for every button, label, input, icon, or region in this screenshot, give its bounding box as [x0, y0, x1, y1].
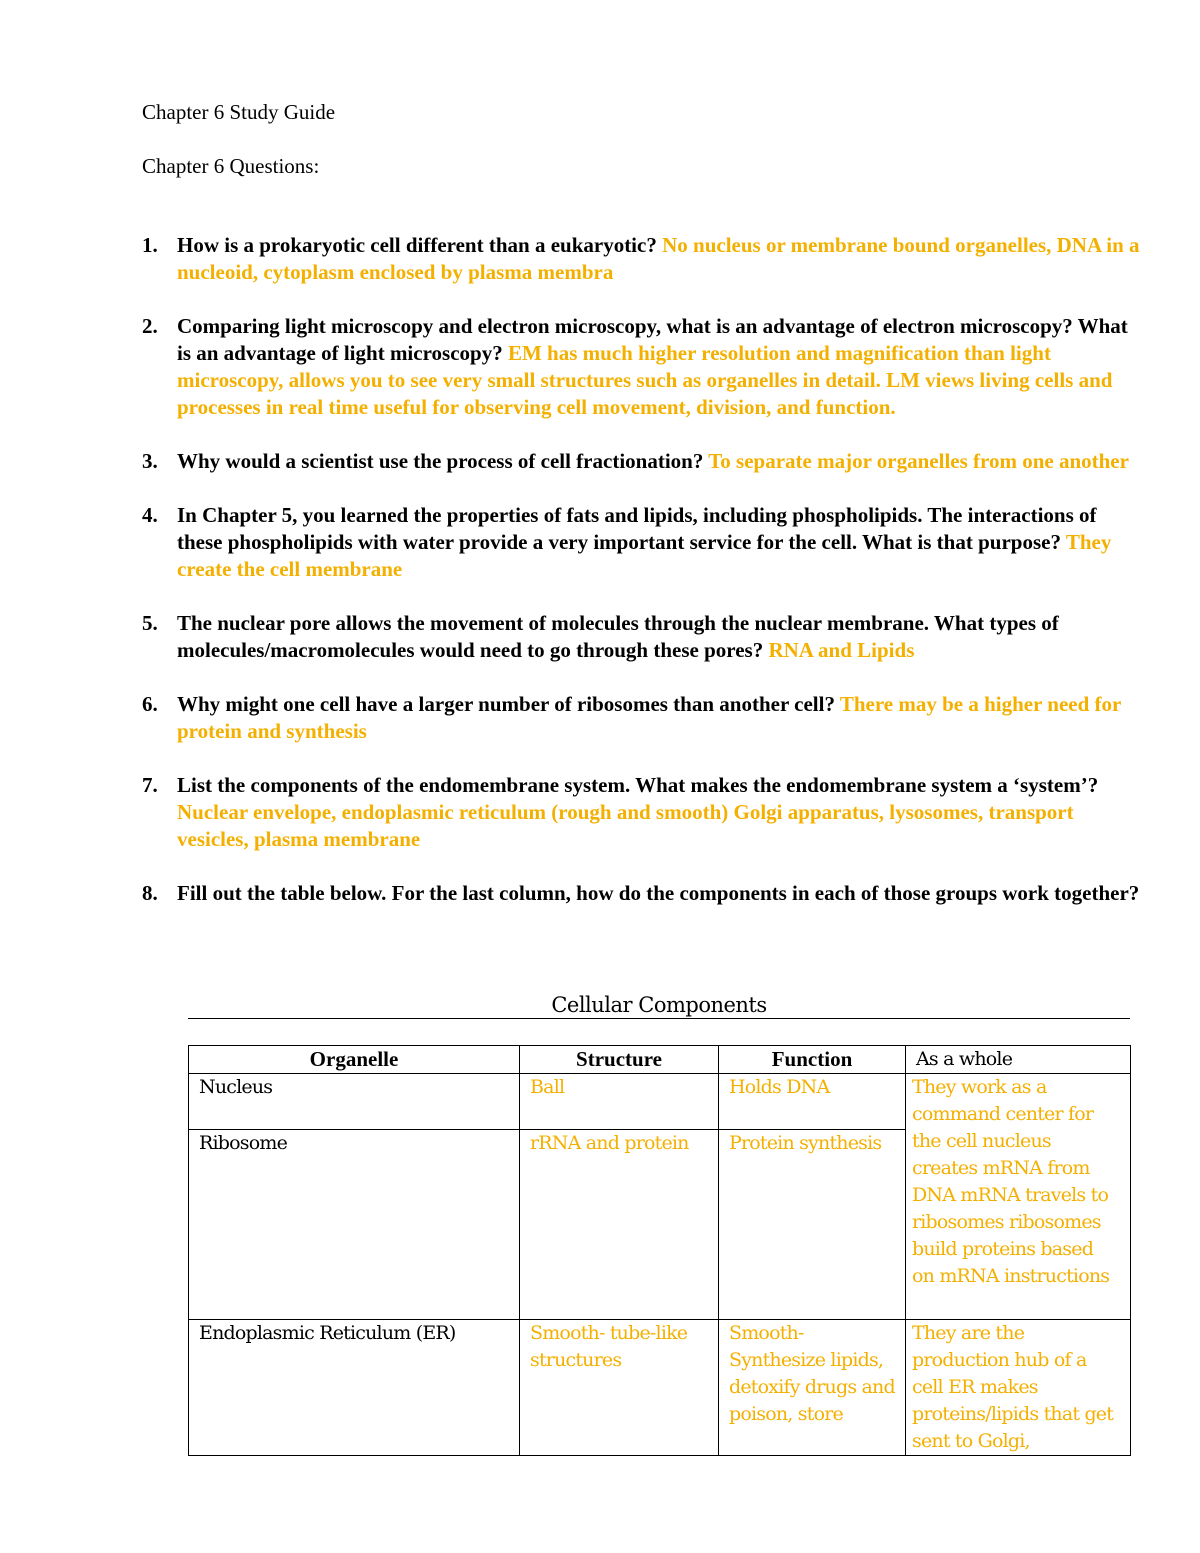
cell-organelle: Endoplasmic Reticulum (ER)	[189, 1320, 520, 1456]
cell-structure: Smooth- tube-like structures	[520, 1320, 719, 1456]
header-function: Function	[719, 1046, 906, 1074]
section-heading: Chapter 6 Questions:	[142, 154, 320, 178]
question-text: The nuclear pore allows the movement of molecules through the nuclear membrane. What types of molecules/macromolecules would need to go through these pores?	[177, 611, 1059, 662]
question-item	[142, 502, 1142, 583]
question-text: How is a prokaryotic cell different than a eukaryotic?	[177, 233, 657, 257]
cell-as-a-whole: They work as a command center for the cell nucleus creates mRNA from DNA mRNA travels to ribosomes ribosomes build proteins based on mRNA instructions	[906, 1074, 1131, 1320]
header-structure: Structure	[520, 1046, 719, 1074]
question-item	[142, 313, 1142, 421]
answer-text: There may be a higher need for protein and synthesis	[177, 692, 1121, 743]
question-text: Fill out the table below. For the last column, how do the components in each of those groups work together?	[177, 881, 1140, 905]
document-title: Chapter 6 Study Guide	[142, 100, 336, 124]
header-as-a-whole: As a whole	[906, 1046, 1131, 1074]
question-number: 2.	[142, 314, 158, 338]
answer-text: To separate major organelles from one another	[708, 449, 1129, 473]
answer-text: No nucleus or membrane bound organelles, DNA in a nucleoid, cytoplasm enclosed by plasma membra	[177, 233, 1140, 284]
question-number: 3.	[142, 449, 158, 473]
question-item	[142, 448, 1142, 475]
cell-function: Protein synthesis	[719, 1130, 906, 1320]
question-text: List the components of the endomembrane system. What makes the endomembrane system a ‘system’?	[177, 773, 1099, 797]
question-number: 1.	[142, 233, 158, 257]
question-text: In Chapter 5, you learned the properties of fats and lipids, including phospholipids. The interactions of these phospholipids with water provide a very important service for the cell. What is that purpose?	[177, 503, 1097, 554]
question-number: 6.	[142, 692, 158, 716]
answer-text: Nuclear envelope, endoplasmic reticulum (rough and smooth) Golgi apparatus, lysosomes, transport vesicles, plasma membrane	[177, 800, 1074, 851]
cell-structure: Ball	[520, 1074, 719, 1130]
question-number: 7.	[142, 773, 158, 797]
table-caption: Cellular Components	[551, 993, 767, 1017]
cell-structure: rRNA and protein	[520, 1130, 719, 1320]
question-item	[142, 772, 1142, 853]
question-list	[142, 232, 1142, 934]
answer-text: EM has much higher resolution and magnification than light microscopy, allows you to see very small structures such as organelles in detail. LM views living cells and processes in real time useful for observing cell movement, division, and function.	[177, 341, 1113, 419]
header-organelle: Organelle	[189, 1046, 520, 1074]
question-item	[142, 232, 1142, 286]
cellular-components-table	[188, 1045, 1131, 1456]
cell-as-a-whole: They are the production hub of a cell ER makes proteins/lipids that get sent to Golgi,	[906, 1320, 1131, 1456]
question-text: Why might one cell have a larger number of ribosomes than another cell?	[177, 692, 835, 716]
question-text: Comparing light microscopy and electron microscopy, what is an advantage of electron microscopy? What is an advantage of light microscopy?	[177, 314, 1128, 365]
question-item	[142, 610, 1142, 664]
table-row	[189, 1074, 1131, 1130]
question-item	[142, 880, 1142, 907]
question-number: 8.	[142, 881, 158, 905]
cell-function: Holds DNA	[719, 1074, 906, 1130]
cell-organelle: Nucleus	[189, 1074, 520, 1130]
question-item	[142, 691, 1142, 745]
cell-organelle: Ribosome	[189, 1130, 520, 1320]
table-row	[189, 1320, 1131, 1456]
cell-function: Smooth- Synthesize lipids, detoxify drugs and poison, store	[719, 1320, 906, 1456]
question-text: Why would a scientist use the process of cell fractionation?	[177, 449, 704, 473]
caption-divider	[188, 1018, 1130, 1019]
question-number: 5.	[142, 611, 158, 635]
answer-text: RNA and Lipids	[768, 638, 915, 662]
answer-text: They create the cell membrane	[177, 530, 1112, 581]
question-number: 4.	[142, 503, 158, 527]
